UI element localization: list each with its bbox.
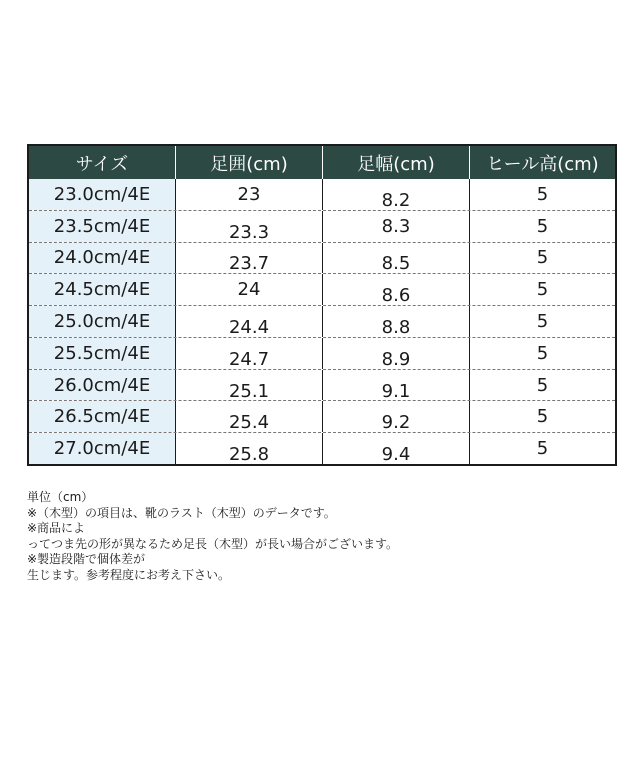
foot-width-value: 9.2 — [381, 412, 411, 434]
note-product-2: ってつま先の形が異なるため足長（木型）が長い場合がございます。 — [27, 536, 399, 551]
foot-width-cell — [323, 274, 470, 305]
foot-width-cell — [323, 338, 470, 369]
foot-width-value: 9.4 — [381, 444, 411, 466]
header-heel-height: ヒール高(cm) — [486, 153, 599, 175]
table-row — [29, 370, 615, 402]
foot-width-cell — [323, 433, 470, 464]
table-header-row — [29, 146, 615, 179]
table-body — [29, 179, 615, 464]
foot-girth-cell — [176, 433, 323, 464]
table-row — [29, 211, 615, 243]
foot-girth-cell — [176, 306, 323, 337]
size-value: 26.5cm/4E — [53, 406, 151, 428]
note-product-1: ※商品によ — [27, 521, 86, 535]
foot-width-value: 8.9 — [381, 348, 411, 370]
foot-width-value: 8.8 — [381, 317, 411, 339]
heel-height-value: 5 — [536, 438, 549, 460]
table-row — [29, 401, 615, 433]
table-row — [29, 179, 615, 211]
header-foot-width: 足幅(cm) — [323, 146, 470, 179]
heel-height-value: 5 — [536, 342, 549, 364]
heel-height-cell — [470, 433, 615, 464]
foot-width-value: 8.3 — [381, 215, 411, 237]
heel-height-cell — [470, 211, 615, 242]
size-value: 24.5cm/4E — [53, 279, 151, 301]
table-row — [29, 274, 615, 306]
size-cell — [29, 370, 176, 401]
foot-girth-value: 23 — [237, 183, 261, 205]
foot-width-cell — [323, 306, 470, 337]
foot-width-cell — [323, 243, 470, 274]
foot-width-value: 8.2 — [381, 189, 411, 211]
foot-girth-value: 23.3 — [228, 221, 270, 243]
foot-width-value: 9.1 — [381, 380, 411, 402]
foot-girth-cell — [176, 211, 323, 242]
size-value: 25.0cm/4E — [53, 311, 151, 333]
foot-girth-value: 24 — [237, 279, 261, 301]
heel-height-cell — [470, 338, 615, 369]
size-value: 26.0cm/4E — [53, 374, 151, 396]
notes — [27, 490, 398, 583]
size-cell — [29, 306, 176, 337]
size-cell — [29, 243, 176, 274]
foot-girth-value: 24.7 — [228, 348, 270, 370]
table-row — [29, 338, 615, 370]
header-foot-girth: 足囲(cm) — [176, 146, 323, 179]
size-cell — [29, 211, 176, 242]
table-row — [29, 433, 615, 464]
heel-height-cell — [470, 370, 615, 401]
size-value: 23.5cm/4E — [53, 215, 151, 237]
size-value: 27.0cm/4E — [53, 438, 151, 460]
heel-height-cell — [470, 401, 615, 432]
table-row — [29, 306, 615, 338]
size-table — [27, 144, 617, 466]
foot-girth-cell — [176, 370, 323, 401]
heel-height-cell — [470, 274, 615, 305]
heel-height-cell — [470, 243, 615, 274]
heel-height-value: 5 — [536, 215, 549, 237]
foot-width-cell — [323, 370, 470, 401]
foot-width-value: 8.5 — [381, 253, 411, 275]
foot-width-value: 8.6 — [381, 285, 411, 307]
foot-width-cell — [323, 211, 470, 242]
heel-height-value: 5 — [536, 279, 549, 301]
heel-height-value: 5 — [536, 183, 549, 205]
foot-girth-value: 23.7 — [228, 253, 270, 275]
note-unit: 単位（cm） — [27, 490, 94, 504]
foot-girth-cell — [176, 274, 323, 305]
foot-girth-value: 25.1 — [228, 380, 270, 402]
size-cell — [29, 401, 176, 432]
table-row — [29, 243, 615, 275]
heel-height-value: 5 — [536, 406, 549, 428]
heel-height-cell — [470, 306, 615, 337]
header-size: サイズ — [29, 146, 176, 179]
foot-width-cell — [323, 179, 470, 210]
foot-girth-value: 25.8 — [228, 444, 270, 466]
foot-girth-cell — [176, 401, 323, 432]
foot-girth-value: 24.4 — [228, 317, 270, 339]
size-value: 23.0cm/4E — [53, 183, 151, 205]
heel-height-cell — [470, 179, 615, 210]
heel-height-value: 5 — [536, 374, 549, 396]
heel-height-value: 5 — [536, 311, 549, 333]
foot-girth-cell — [176, 243, 323, 274]
foot-girth-value: 25.4 — [228, 412, 270, 434]
note-manufacturing-1: ※製造段階で個体差が — [27, 552, 146, 566]
note-manufacturing-2: 生じます。参考程度にお考え下さい。 — [27, 567, 231, 582]
note-last: ※（木型）の項目は、靴のラスト（木型）のデータです。 — [27, 505, 336, 520]
size-cell — [29, 274, 176, 305]
foot-width-cell — [323, 401, 470, 432]
size-value: 24.0cm/4E — [53, 247, 151, 269]
size-value: 25.5cm/4E — [53, 342, 151, 364]
size-cell — [29, 433, 176, 464]
size-cell — [29, 179, 176, 210]
heel-height-value: 5 — [536, 247, 549, 269]
foot-girth-cell — [176, 179, 323, 210]
size-cell — [29, 338, 176, 369]
foot-girth-cell — [176, 338, 323, 369]
